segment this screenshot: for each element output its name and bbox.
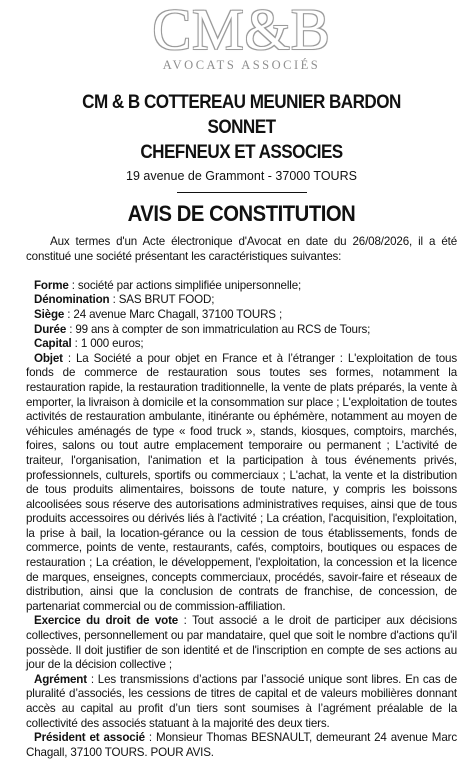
paragraph-label: Agrément xyxy=(34,672,87,686)
notice-intro: Aux termes d'un Acte électronique d'Avocat en date du 26/08/2026, il a été constitué une société présentant les caractéristiques suivantes: xyxy=(26,235,457,263)
paragraph-text: : Monsieur Thomas BESNAULT, demeurant 24 avenue Marc Chagall, 37100 TOURS. POUR AVIS. xyxy=(26,731,457,759)
paragraph-label: Objet xyxy=(34,351,63,365)
field-capital xyxy=(26,337,457,352)
field-label: Durée xyxy=(34,322,67,336)
paragraph-objet xyxy=(26,352,457,615)
field-value: : 24 avenue Marc Chagall, 37100 TOURS ; xyxy=(64,307,283,321)
field-siege xyxy=(26,308,457,323)
firm-name-line-2: CHEFNEUX ET ASSOCIES xyxy=(140,142,343,163)
field-label: Dénomination xyxy=(34,293,110,307)
field-value: : 99 ans à compter de son immatriculation au RCS de Tours; xyxy=(66,322,371,336)
field-duree xyxy=(26,323,457,338)
notice-title: AVIS DE CONSTITUTION xyxy=(127,201,356,226)
paragraph-text: : Tout associé a le droit de participer aux décisions collectives, personnellement ou par mandataire, quel que soit le nombre d'actions qu'il possède. Il doit justifier de son identité et de l'inscription en compte de ses actions au jour de la décision collective ; xyxy=(26,614,457,672)
field-denomination xyxy=(26,293,457,308)
field-value: : 1 000 euros; xyxy=(71,337,144,351)
divider xyxy=(177,192,307,193)
firm-logo xyxy=(26,0,457,82)
paragraph-text: : La Société a pour objet en France et à l’étranger : L'exploitation de tous fonds de commerce de restauration sous toutes ses formes, notamment la restauration rapide, la restauration traditionnelle, la vente de plats préparés, la vente à emporter, la livraison à domicile et la consommation sur place ; L'exploitation de toutes activités de restauration ambulante, itinérante ou éphémère, notamment au moyen de véhicules aménagés de type « food truck », stands, kiosques, comptoirs, marchés, foires, salons ou tout autre emplacement temporaire ou permanent ; L'activité de traiteur, l'organisation, l'animation et la participation à tous événements privés, professionnels, culturels, sportifs ou commerciaux ; L'achat, la vente et la distribution de tous produits alimentaires, boissons de toute nature, y compris les boissons alcoolisées sous réserve des autorisations administratives requises, ainsi que de tous produits accessoires ou dérivés liés à l'activité ; La création, l'acquisition, l'exploitation, la prise à bail, la location-gérance ou la cession de tous établissements, fonds de commerce, points de vente, restaurants, cafés, comptoirs, boutiques ou espaces de restauration ; La création, le développement, l'exploitation, la concession et la licence de marques, enseignes, concepts commerciaux, procédés, savoir-faire et réseaux de distribution, ainsi que la conclusion de contrats de franchise, de concession, de partenariat commercial ou de commission-affiliation. xyxy=(26,351,457,613)
logo-mark: CM&B xyxy=(152,0,331,62)
firm-name-line-1: CM & B COTTEREAU MEUNIER BARDON SONNET xyxy=(82,92,401,138)
field-forme xyxy=(26,279,457,294)
paragraph-text: : Les transmissions d’actions par l’associé unique sont libres. En cas de pluralité d’associés, les cessions de titres de capital et de valeurs mobilières donnant accès au capital au profit d’un tiers sont soumises à l’agrément préalable de la collectivité des associés statuant à la majorité des deux tiers. xyxy=(26,672,457,730)
firm-name xyxy=(48,90,436,165)
field-label: Forme xyxy=(34,278,69,292)
paragraph-label: Président et associé xyxy=(34,731,145,745)
field-label: Siège xyxy=(34,307,65,321)
paragraph-agrement xyxy=(26,673,457,731)
paragraph-president xyxy=(26,731,457,760)
field-label: Capital xyxy=(34,337,72,351)
firm-address: 19 avenue de Grammont - 37000 TOURS xyxy=(126,169,357,183)
paragraph-label: Exercice du droit de vote xyxy=(34,614,179,628)
field-value: : SAS BRUT FOOD; xyxy=(109,293,215,307)
paragraph-droit-de-vote xyxy=(26,614,457,672)
logo-subtitle: AVOCATS ASSOCIÉS xyxy=(162,58,321,72)
notice-body xyxy=(26,235,457,760)
field-value: : société par actions simplifiée unipersonnelle; xyxy=(68,278,302,292)
